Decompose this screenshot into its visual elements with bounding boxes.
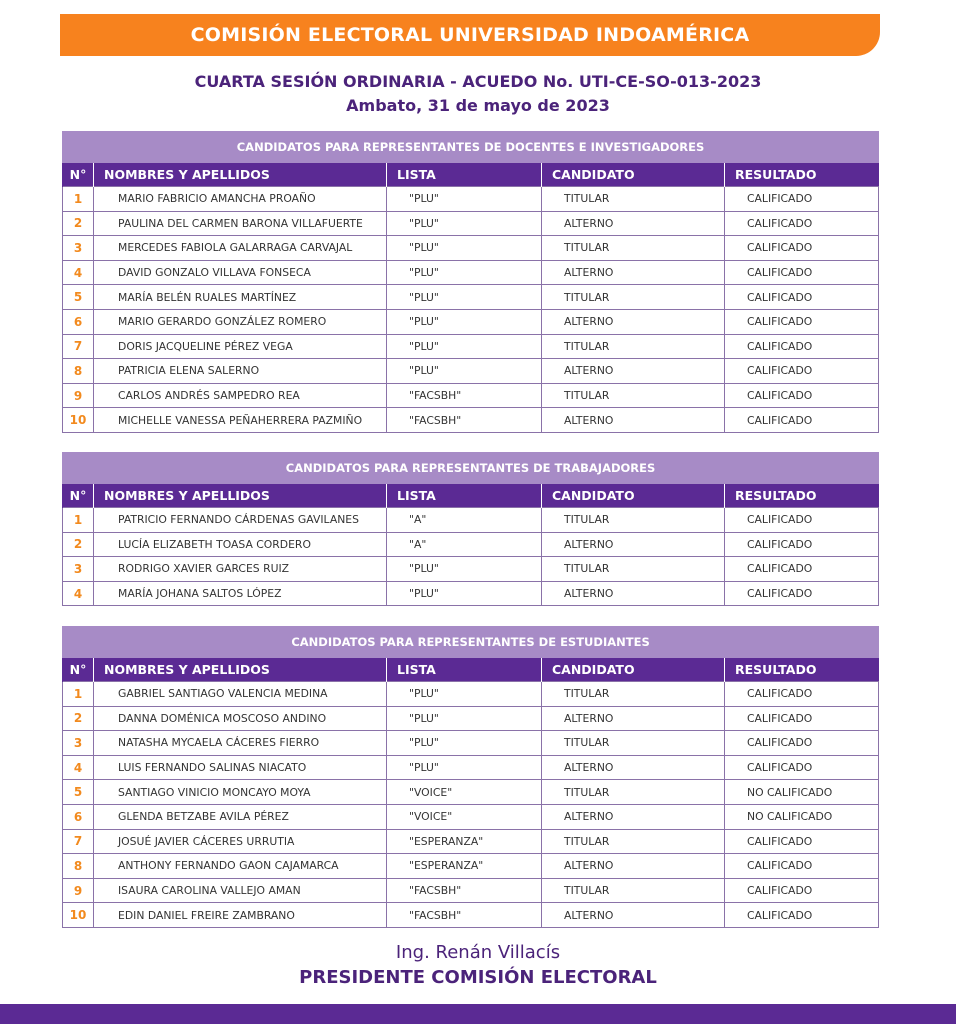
column-header: LISTA <box>387 484 542 508</box>
row-result: CALIFICADO <box>725 581 879 606</box>
row-result: CALIFICADO <box>725 211 879 236</box>
row-list: "VOICE" <box>387 780 542 805</box>
row-name: EDIN DANIEL FREIRE ZAMBRANO <box>94 903 387 928</box>
table-caption: CANDIDATOS PARA REPRESENTANTES DE DOCENTES E INVESTIGADORES <box>63 132 879 163</box>
row-name: ISAURA CAROLINA VALLEJO AMAN <box>94 878 387 903</box>
table-caption: CANDIDATOS PARA REPRESENTANTES DE ESTUDIANTES <box>63 627 879 658</box>
row-list: "FACSBH" <box>387 383 542 408</box>
row-candidate: TITULAR <box>542 878 725 903</box>
row-candidate: ALTERNO <box>542 903 725 928</box>
table-row <box>63 285 879 310</box>
table-row <box>63 706 879 731</box>
row-list: "PLU" <box>387 285 542 310</box>
row-name: DANNA DOMÉNICA MOSCOSO ANDINO <box>94 706 387 731</box>
table-row <box>63 903 879 928</box>
row-name: ANTHONY FERNANDO GAON CAJAMARCA <box>94 854 387 879</box>
column-header: CANDIDATO <box>542 484 725 508</box>
footer-bar <box>0 1004 956 1024</box>
row-name: GLENDA BETZABE AVILA PÉREZ <box>94 804 387 829</box>
row-number: 1 <box>63 508 94 533</box>
row-list: "FACSBH" <box>387 408 542 433</box>
table-estudiantes <box>62 626 879 928</box>
row-result: CALIFICADO <box>725 755 879 780</box>
row-candidate: TITULAR <box>542 285 725 310</box>
row-candidate: ALTERNO <box>542 854 725 879</box>
column-header: NOMBRES Y APELLIDOS <box>94 658 387 682</box>
row-list: "ESPERANZA" <box>387 829 542 854</box>
table-row <box>63 383 879 408</box>
row-name: JOSUÉ JAVIER CÁCERES URRUTIA <box>94 829 387 854</box>
column-header: RESULTADO <box>725 658 879 682</box>
row-name: PATRICIA ELENA SALERNO <box>94 359 387 384</box>
row-list: "PLU" <box>387 731 542 756</box>
row-result: CALIFICADO <box>725 706 879 731</box>
row-candidate: ALTERNO <box>542 309 725 334</box>
row-result: NO CALIFICADO <box>725 780 879 805</box>
column-header: NOMBRES Y APELLIDOS <box>94 484 387 508</box>
row-result: CALIFICADO <box>725 557 879 582</box>
table-row <box>63 755 879 780</box>
table-row <box>63 780 879 805</box>
row-number: 4 <box>63 260 94 285</box>
column-header: LISTA <box>387 658 542 682</box>
table-row <box>63 854 879 879</box>
header-banner: COMISIÓN ELECTORAL UNIVERSIDAD INDOAMÉRICA <box>60 14 880 56</box>
row-number: 1 <box>63 187 94 212</box>
row-name: RODRIGO XAVIER GARCES RUIZ <box>94 557 387 582</box>
table-row <box>63 309 879 334</box>
row-name: MARIO FABRICIO AMANCHA PROAÑO <box>94 187 387 212</box>
table-row <box>63 804 879 829</box>
row-name: PATRICIO FERNANDO CÁRDENAS GAVILANES <box>94 508 387 533</box>
row-number: 8 <box>63 359 94 384</box>
table-row <box>63 359 879 384</box>
row-list: "A" <box>387 532 542 557</box>
row-result: CALIFICADO <box>725 682 879 707</box>
table-row <box>63 829 879 854</box>
row-list: "PLU" <box>387 581 542 606</box>
row-candidate: TITULAR <box>542 334 725 359</box>
row-candidate: TITULAR <box>542 508 725 533</box>
row-list: "VOICE" <box>387 804 542 829</box>
row-number: 3 <box>63 557 94 582</box>
column-header: N° <box>63 484 94 508</box>
row-candidate: TITULAR <box>542 383 725 408</box>
row-candidate: ALTERNO <box>542 408 725 433</box>
row-number: 2 <box>63 532 94 557</box>
row-name: GABRIEL SANTIAGO VALENCIA MEDINA <box>94 682 387 707</box>
column-header: CANDIDATO <box>542 163 725 187</box>
row-name: DAVID GONZALO VILLAVA FONSECA <box>94 260 387 285</box>
row-list: "PLU" <box>387 682 542 707</box>
row-candidate: ALTERNO <box>542 755 725 780</box>
row-number: 9 <box>63 383 94 408</box>
table-row <box>63 508 879 533</box>
column-header: N° <box>63 658 94 682</box>
row-result: CALIFICADO <box>725 903 879 928</box>
row-number: 10 <box>63 408 94 433</box>
row-result: CALIFICADO <box>725 309 879 334</box>
row-name: NATASHA MYCAELA CÁCERES FIERRO <box>94 731 387 756</box>
table-docentes <box>62 131 879 433</box>
table-row <box>63 260 879 285</box>
row-list: "PLU" <box>387 187 542 212</box>
table-row <box>63 581 879 606</box>
table-row <box>63 334 879 359</box>
row-list: "PLU" <box>387 706 542 731</box>
row-number: 3 <box>63 236 94 261</box>
row-list: "PLU" <box>387 557 542 582</box>
row-number: 6 <box>63 804 94 829</box>
row-candidate: ALTERNO <box>542 211 725 236</box>
row-candidate: TITULAR <box>542 780 725 805</box>
row-number: 2 <box>63 706 94 731</box>
session-title: CUARTA SESIÓN ORDINARIA - ACUEDO No. UTI-CE-SO-013-2023 <box>194 72 762 91</box>
table-row <box>63 236 879 261</box>
row-list: "A" <box>387 508 542 533</box>
row-number: 8 <box>63 854 94 879</box>
row-candidate: ALTERNO <box>542 260 725 285</box>
row-number: 4 <box>63 581 94 606</box>
row-candidate: TITULAR <box>542 682 725 707</box>
row-result: CALIFICADO <box>725 236 879 261</box>
row-number: 7 <box>63 334 94 359</box>
signer-name: Ing. Renán Villacís <box>395 942 561 963</box>
column-header: NOMBRES Y APELLIDOS <box>94 163 387 187</box>
session-date: Ambato, 31 de mayo de 2023 <box>346 96 610 115</box>
row-candidate: TITULAR <box>542 829 725 854</box>
row-result: CALIFICADO <box>725 383 879 408</box>
row-result: CALIFICADO <box>725 878 879 903</box>
column-header: RESULTADO <box>725 484 879 508</box>
row-number: 2 <box>63 211 94 236</box>
row-list: "FACSBH" <box>387 903 542 928</box>
row-result: CALIFICADO <box>725 260 879 285</box>
row-candidate: ALTERNO <box>542 706 725 731</box>
row-number: 7 <box>63 829 94 854</box>
row-result: CALIFICADO <box>725 285 879 310</box>
row-list: "PLU" <box>387 755 542 780</box>
table-caption: CANDIDATOS PARA REPRESENTANTES DE TRABAJADORES <box>63 453 879 484</box>
signer-role: PRESIDENTE COMISIÓN ELECTORAL <box>299 967 657 988</box>
row-result: CALIFICADO <box>725 854 879 879</box>
row-list: "PLU" <box>387 236 542 261</box>
row-list: "PLU" <box>387 211 542 236</box>
table-row <box>63 557 879 582</box>
row-number: 5 <box>63 780 94 805</box>
row-name: MICHELLE VANESSA PEÑAHERRERA PAZMIÑO <box>94 408 387 433</box>
row-name: DORIS JACQUELINE PÉREZ VEGA <box>94 334 387 359</box>
table-row <box>63 682 879 707</box>
row-result: CALIFICADO <box>725 829 879 854</box>
table-trabajadores <box>62 452 879 606</box>
row-name: SANTIAGO VINICIO MONCAYO MOYA <box>94 780 387 805</box>
row-result: CALIFICADO <box>725 731 879 756</box>
row-number: 10 <box>63 903 94 928</box>
row-result: CALIFICADO <box>725 408 879 433</box>
column-header: RESULTADO <box>725 163 879 187</box>
row-name: CARLOS ANDRÉS SAMPEDRO REA <box>94 383 387 408</box>
row-name: LUCÍA ELIZABETH TOASA CORDERO <box>94 532 387 557</box>
row-list: "PLU" <box>387 334 542 359</box>
row-name: MARÍA JOHANA SALTOS LÓPEZ <box>94 581 387 606</box>
row-candidate: ALTERNO <box>542 532 725 557</box>
table-row <box>63 408 879 433</box>
column-header: N° <box>63 163 94 187</box>
column-header: CANDIDATO <box>542 658 725 682</box>
row-list: "FACSBH" <box>387 878 542 903</box>
table-row <box>63 187 879 212</box>
column-header: LISTA <box>387 163 542 187</box>
row-number: 6 <box>63 309 94 334</box>
row-candidate: TITULAR <box>542 731 725 756</box>
table-row <box>63 878 879 903</box>
row-name: LUIS FERNANDO SALINAS NIACATO <box>94 755 387 780</box>
row-list: "ESPERANZA" <box>387 854 542 879</box>
row-candidate: TITULAR <box>542 187 725 212</box>
row-number: 1 <box>63 682 94 707</box>
row-number: 3 <box>63 731 94 756</box>
row-number: 4 <box>63 755 94 780</box>
row-name: PAULINA DEL CARMEN BARONA VILLAFUERTE <box>94 211 387 236</box>
row-list: "PLU" <box>387 309 542 334</box>
row-candidate: TITULAR <box>542 557 725 582</box>
row-list: "PLU" <box>387 260 542 285</box>
row-number: 5 <box>63 285 94 310</box>
row-number: 9 <box>63 878 94 903</box>
row-result: CALIFICADO <box>725 187 879 212</box>
table-row <box>63 211 879 236</box>
row-candidate: ALTERNO <box>542 581 725 606</box>
row-name: MERCEDES FABIOLA GALARRAGA CARVAJAL <box>94 236 387 261</box>
row-result: CALIFICADO <box>725 359 879 384</box>
row-name: MARÍA BELÉN RUALES MARTÍNEZ <box>94 285 387 310</box>
row-result: CALIFICADO <box>725 334 879 359</box>
row-candidate: TITULAR <box>542 236 725 261</box>
table-row <box>63 731 879 756</box>
row-result: NO CALIFICADO <box>725 804 879 829</box>
row-list: "PLU" <box>387 359 542 384</box>
row-candidate: ALTERNO <box>542 359 725 384</box>
row-result: CALIFICADO <box>725 532 879 557</box>
row-name: MARIO GERARDO GONZÁLEZ ROMERO <box>94 309 387 334</box>
table-row <box>63 532 879 557</box>
row-candidate: ALTERNO <box>542 804 725 829</box>
row-result: CALIFICADO <box>725 508 879 533</box>
